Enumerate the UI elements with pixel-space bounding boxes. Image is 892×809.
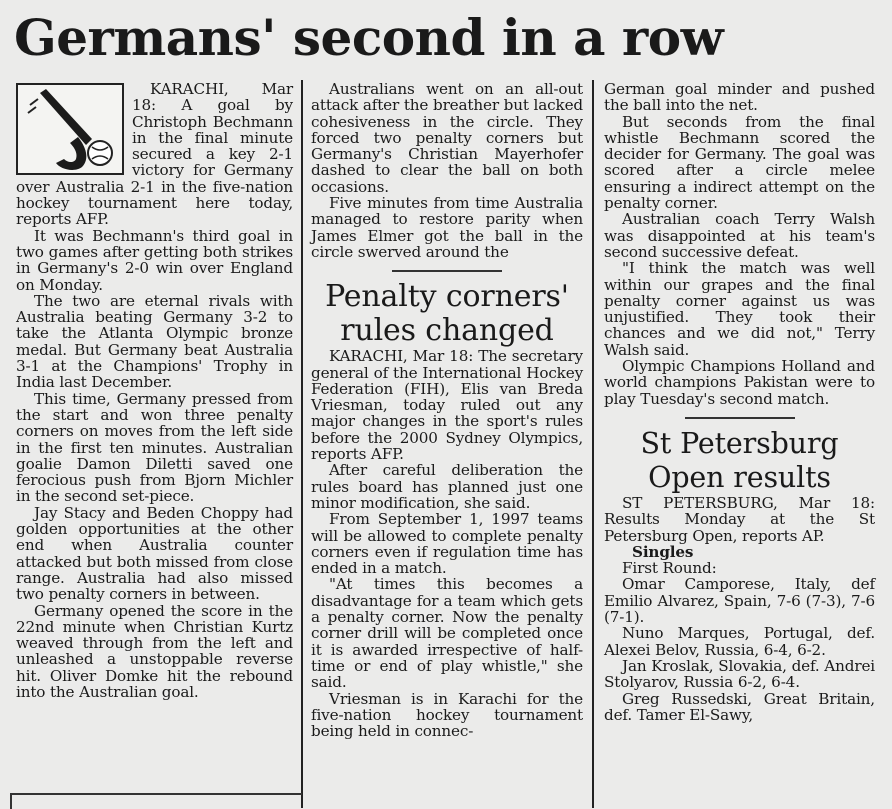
adjacent-article-border (10, 793, 302, 809)
article-paragraph: But seconds from the final whistle Bechmann scored the decider for Germany. The goal was scored after a circle melee ensuring a indirect attempt on the penalty corner. (604, 112, 875, 213)
result-entry: Greg Russedski, Great Britain, def. Tamer El-Sawy, (604, 689, 875, 724)
column-2 (311, 81, 583, 739)
article-paragraph: Australian coach Terry Walsh was disappointed at his team's second successive defeat. (604, 210, 875, 261)
column-1 (16, 81, 293, 700)
article-paragraph: "At times this becomes a disadvantage for a team which gets a penalty corner. Now the penalty corner drill will be completed once it is awarded irrespective of half-time or end of play whistle," she said. (311, 575, 583, 692)
subheadline-penalty-corners: Penalty corners' rules changed (325, 279, 569, 349)
article-paragraph: Vriesman is in Karachi for the five-nation hockey tournament being held in connec- (311, 689, 583, 741)
article-paragraph: Olympic Champions Holland and world champions Pakistan were to play Tuesday's second match. (604, 357, 875, 408)
article-paragraph: KARACHI, Mar 18: The secretary general of the International Hockey Federation (FIH), Elis van Breda Vriesman, today ruled out any major changes in the sport's rules before the 2000 Sydney Olympics, reports AFP. (311, 347, 583, 464)
results-section-label: Singles (632, 542, 694, 561)
article-paragraph: Australians went on an all-out attack after the breather but lacked cohesiveness in the circle. They forced two penalty corners but Germany's Christian Mayerhofer dashed to clear the ball on both occasions. (311, 80, 583, 196)
results-round-label: First Round: (622, 559, 717, 578)
result-entry: Omar Camporese, Italy, def Emilio Alvarez, Spain, 7-6 (7-3), 7-6 (7-1). (604, 575, 875, 627)
article-paragraph: Germany opened the score in the 22nd minute when Christian Kurtz weaved through from the left and unleashed a unstoppable reverse hit. Oliver Domke hit the rebound into the Australian goal. (16, 601, 293, 701)
article-paragraph: The two are eternal rivals with Australia beating Germany 3-2 to take the Atlanta Olympic bronze medal. But Germany beat Australia 3-1 at the Champions' Trophy in India last December. (16, 291, 293, 392)
article-paragraph: After careful deliberation the rules board has planned just one minor modification, she said. (311, 461, 583, 512)
article-paragraph: From September 1, 1997 teams will be allowed to complete penalty corners even if regulation time has ended in a match. (311, 510, 583, 578)
headline: Germans' second in a row (14, 8, 724, 67)
article-paragraph: "I think the match was well within our grapes and the final penalty corner against us was unjustified. They took their chances and we did not," Terry Walsh said. (604, 259, 875, 359)
column-rule-left (301, 80, 303, 808)
subheadline-st-petersburg: St Petersburg Open results (640, 426, 839, 494)
column-3 (604, 81, 875, 723)
article-paragraph: Jay Stacy and Beden Choppy had golden opportunities at the other end when Australia counter attacked but both missed from close range. Australia had also missed two penalty corners in between. (16, 503, 293, 604)
section-divider (392, 270, 502, 272)
section-divider (685, 417, 795, 419)
article-paragraph: KARACHI, Mar 18: A goal by Christoph Bechmann in the final minute secured a key 2-1 victory for Germany over Australia 2-1 in the five-nation hockey tournament here today, reports AFP. (16, 80, 293, 229)
result-entry: Jan Kroslak, Slovakia, def. Andrei Stolyarov, Russia 6-2, 6-4. (604, 656, 875, 692)
article-paragraph: German goal minder and pushed the ball into the net. (604, 80, 875, 115)
article-paragraph: Five minutes from time Australia managed to restore parity when James Elmer got the ball in the circle swerved around the (311, 194, 583, 261)
article-paragraph: ST PETERSBURG, Mar 18: Results Monday at the St Petersburg Open, reports AP. (604, 493, 875, 545)
column-rule-right (592, 80, 594, 808)
hockey-stick-icon (16, 83, 124, 175)
result-entry: Nuno Marques, Portugal, def. Alexei Belov, Russia, 6-4, 6-2. (604, 624, 875, 659)
article-paragraph: This time, Germany pressed from the start and won three penalty corners on moves from the left side in the first ten minutes. Australian goalie Damon Diletti saved one ferocious push from Bjorn Michler in the second set-piece. (16, 389, 293, 506)
article-paragraph: It was Bechmann's third goal in two games after getting both strikes in Germany's 2-0 win over England on Monday. (16, 226, 293, 294)
